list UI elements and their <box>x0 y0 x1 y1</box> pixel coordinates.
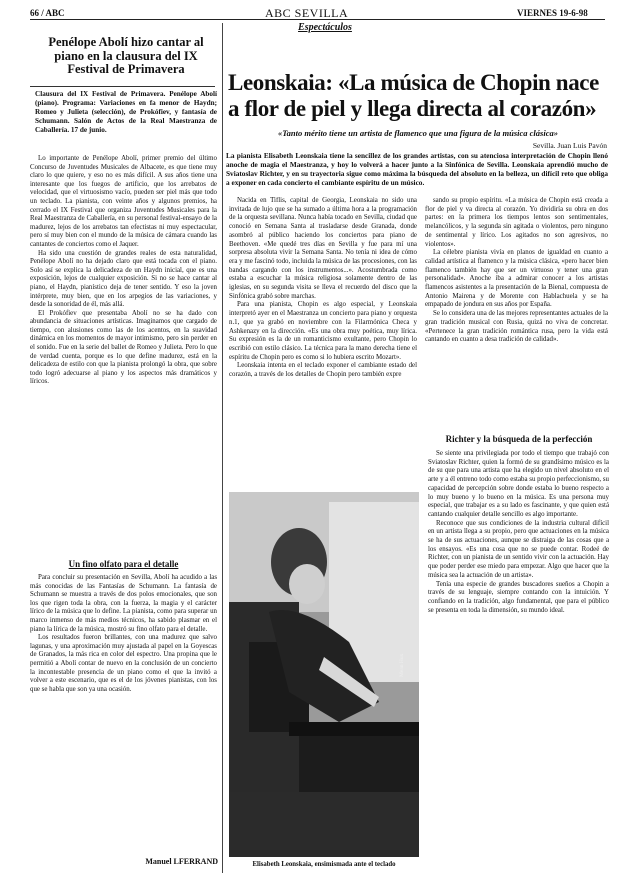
article-column-2 <box>425 197 608 429</box>
article-column-3 <box>428 450 609 870</box>
article-paragraph: Se lo considera una de las mejores representantes actuales de la gran tradición musical con Rusia, quizá no viva de concretar. «Pertenece la gran tradición romántica rusa, pero la vida está cantando en cuanto a desa tradición de calidad». <box>425 310 608 344</box>
section-label: Espectáculos <box>298 22 352 33</box>
photo-credit: Mean Hux <box>399 653 405 677</box>
column-divider <box>222 23 223 873</box>
article-paragraph: Tenía una especie de grandes buscadores sueños a Chopin a través de su lenguaje, siempre contando con la intuición. Y confiando en la tradición, algo fundamental, que para el público se presenta en toda la dimensión, su mundo ideal. <box>428 580 609 614</box>
article-paragraph: Reconoce que sus condiciones de la industria cultural difícil en un artista llega a su propio, pero que actuaciones en la música se ha de sus actuaciones, aunque se distraiga de las cosas que a los ensayos. «Es una cosa que no se puede contar. Rodeé de Richter, con un pianista de un sentido vivir con la actuación. Hay que poder perder ese miedo para empezar. Algo que hacer que la música sea la actuación de un artista». <box>428 519 609 579</box>
sidebar-paragraph: Para concluir su presentación en Sevilla, Abolí ha acudido a las más conocidas de las Fantasías de Schumann. La fantasía de Schumann se muestra a través de dos polos emocionales, que son los que rigen toda la obra, con la fuerza, la magia y el carácter lírico de la música que lo define. La pianista, como para superar un marco inmenso de más medios técnicos, ha sabido plasmar en el piano la lírica de la música, mostró su fino olfato para el detalle. <box>30 574 217 633</box>
sidebar-paragraph: Ha sido una cuestión de grandes reales de esta naturalidad, Penélope Abolí no ha dejado claro que está tocada con el piano. Solo así se explica la delicadeza de un Haydn inicial, que es una exposición, lejos de cualquier exposición. Si no se hace cantar al piano, el Haydn, pianístico deja de tener sentido. Y eso la joven intérprete, muy bien, que en los arpegios de las variaciones, y desde la sonoridad de él, más allá. <box>30 249 217 309</box>
sidebar-rule <box>30 86 215 87</box>
review-signature: Manuel LFERRAND <box>145 857 218 866</box>
sidebar-body <box>30 155 217 547</box>
article-paragraph: sando su propio espíritu. «La música de Chopin está creada a flor de piel y va directa al corazón. Yo dividiría su obra en dos partes: en la primera los tiempos lentos son sentimentales, melancólicos, y la segunda sin agitada o violentos, pero ninguno de sentimental y lírico. Los agitados no son agresivos, no violentos». <box>425 197 608 248</box>
sidebar-paragraph: Los resultados fueron brillantes, con una madurez que salvo lagunas, y una aproximación muy ajustada al papel en la Goyescas de Granados, la más rica en color del espectro. Una propina que le permitió a Abolí contar de nuevo en la conclusión de un concierto la incontestable presencia de un piano como el que la invitó a volver a este escenario, que es el de los jóvenes pianistas, con los que se habla que son ya una ocasión. <box>30 634 217 693</box>
sidebar-program-info: Clausura del IX Festival de Primavera. Penélope Abolí (piano). Programa: Variaciones en fa menor de Haydn; Romeo y Julieta (selección), de Prokófiev, y fantasía de Schumann. Salón de Actos de la Real Maestranza de Caballería. 17 de junio. <box>35 90 217 134</box>
sidebar-paragraph: El Prokófiev que presentaba Abolí no se ha dado con abundancia de situaciones artísticas. Imaginamos que cargado de tiempo, con alusiones como las de los acentos, en la suavidad dinámica en los momentos de mayor intimismo, pero sin perder en el sonido. Fue en la serie del ballet de Romeo y Julieta. Pero lo que de verdad cuenta, porque es lo que define madurez, está en la delicadeza de estilo con que la pianista prolongó la obra, que sobre todo logró adecuarse al piano y los aspectos más dramáticos y líricos. <box>30 309 217 386</box>
article-lead: La pianista Elisabeth Leonskaia tiene la sencillez de los grandes artistas, con su atenciosa interpretación de Chopin llenó anoche de magia el Maestranza, y hoy lo volverá a hacer junto a la Sinfónica de Sevilla. Leonskaia aprendió mucho de Sviatoslav Richter, y en su trayectoria sigue como máxima la búsqueda del absoluto en la belleza, un difícil reto que obliga a exponer en cada concierto el cambiante espíritu de un músico. <box>226 151 608 187</box>
article-byline: Sevilla. Juan Luis Pavón <box>532 141 607 150</box>
article-column-1 <box>229 197 417 487</box>
article-subhead: «Tanto mérito tiene un artista de flamenco que una figura de la música clásica» <box>278 128 558 138</box>
sidebar-subheading: Un fino olfato para el detalle <box>68 559 179 569</box>
sidebar-headline: Penélope Abolí hizo cantar al piano en la clausura del IX Festival de Primavera <box>48 35 204 76</box>
pianist-photo-image <box>229 492 419 857</box>
masthead: ABC SEVILLA <box>265 6 349 20</box>
article-paragraph: Nacida en Tiflis, capital de Georgia, Leonskaia no sido una invitada de lujo que se ha sumado a última hora a la programación de la orquesta sevillana. Nunca había tocado en Sevilla, ciudad que conoció en Semana Santa al trasladarse desde Granada, donde asombró al público haciendo los conciertos para piano de Beethoven. «Me quedé tres días en Sevilla y fue para mí una sorpresa absoluta vivir la Semana Santa. No tenía ni idea de cómo era y me fascinó todo, incluida la música de las procesiones, con las bandas cargando con los instrumentos...». Acostumbrada como estaba a escuchar la música religiosa solamente dentro de las iglesias, en su segunda visita se lleva el recuerdo del disco que la Sinfónica grabó sobre marchas. <box>229 197 417 300</box>
pianist-photo <box>229 492 419 857</box>
article-paragraph: La célebre pianista vivía en planos de igualdad en cuanto a calidad artística al flamenco y la música clásica, «pero hacer bien flamenco también hay que ser un virtuoso y tener una gran personalidad». Anoche iba a admirar conocer a los artistas flamencos asistentes a la presentación de la Bienal, compuesta de Antonio Mairena y de Morente con Hablachuela y se ha empapado de jondura en sus años por España. <box>425 249 608 309</box>
article-headline: Leonskaia: «La música de Chopin nace a flor de piel y llega directa al corazón» <box>228 70 599 121</box>
issue-date: VIERNES 19-6-98 <box>517 8 588 18</box>
sidebar-paragraph: Lo importante de Penélope Abolí, primer premio del último Concurso de Juventudes Musicales de Albacete, es que tiene muy claro lo que quiere, y eso no es más difícil. A sus años tiene una interesante que los fuegos de artificio, que los arrebatos de velocidad, que el virtuosismo vacío, pueden ser piel más que todo un teclado. La pianista, con veinte años y algunos premios, ha cerrado el IX Festival que organiza Juventudes Musicales para la Real Maestranza de Caballería, en su personal festival-ensayo de la madurez, lejos de los arrebatos tan efectistas ni muy espectacular, pero sí muy bien con el mundo de la música de cámara cuando las cantantes de conciertos como el Jaquer. <box>30 155 217 248</box>
page-number: 66 / ABC <box>30 8 65 18</box>
article-paragraph: Se siente una privilegiada por todo el tiempo que trabajó con Sviatoslav Richter, quien la formó de su grandísimo músico es la de su que para una artista que ha elegido un nivel absoluto en el arte y a él entreno todo como estaba su propio perfeccionismo, su capacidad de percepción sobre donde estaba lo bueno respecto a lo muy bueno y lo bueno en la música. Es una persona muy especial, que trabajar es a su lado es fascinante, y que quien está cantando cualquier detalle sencillo es algo importante. <box>428 450 609 518</box>
article-paragraph: Leonskaia intenta en el teclado exponer el cambiante estado del corazón, a través de los detalles de Chopin pero también expre <box>229 362 417 379</box>
article-paragraph: Para una pianista, Chopin es algo especial, y Leonskaia interpretó ayer en el Maestranza un concierto para piano y orquesta n.1, que ya grabó en noviembre con la Filarmónica Checa y Ashkenazy en la dirección. «Es una obra muy poética, muy lírica. Su expresión es la de un romanticismo exultante, pero Chopin lo escribió con estilo clásico. La técnica para la mano derecha tiene el espíritu de Chopin pero es como si lo hubiera escrito Mozart». <box>229 301 417 361</box>
header-rule <box>30 19 605 20</box>
article-subheading: Richter y la búsqueda de la perfección <box>445 434 593 444</box>
photo-caption: Elisabeth Leonskaia, ensimismada ante el teclado <box>252 861 396 868</box>
sidebar-body-2 <box>30 574 217 854</box>
